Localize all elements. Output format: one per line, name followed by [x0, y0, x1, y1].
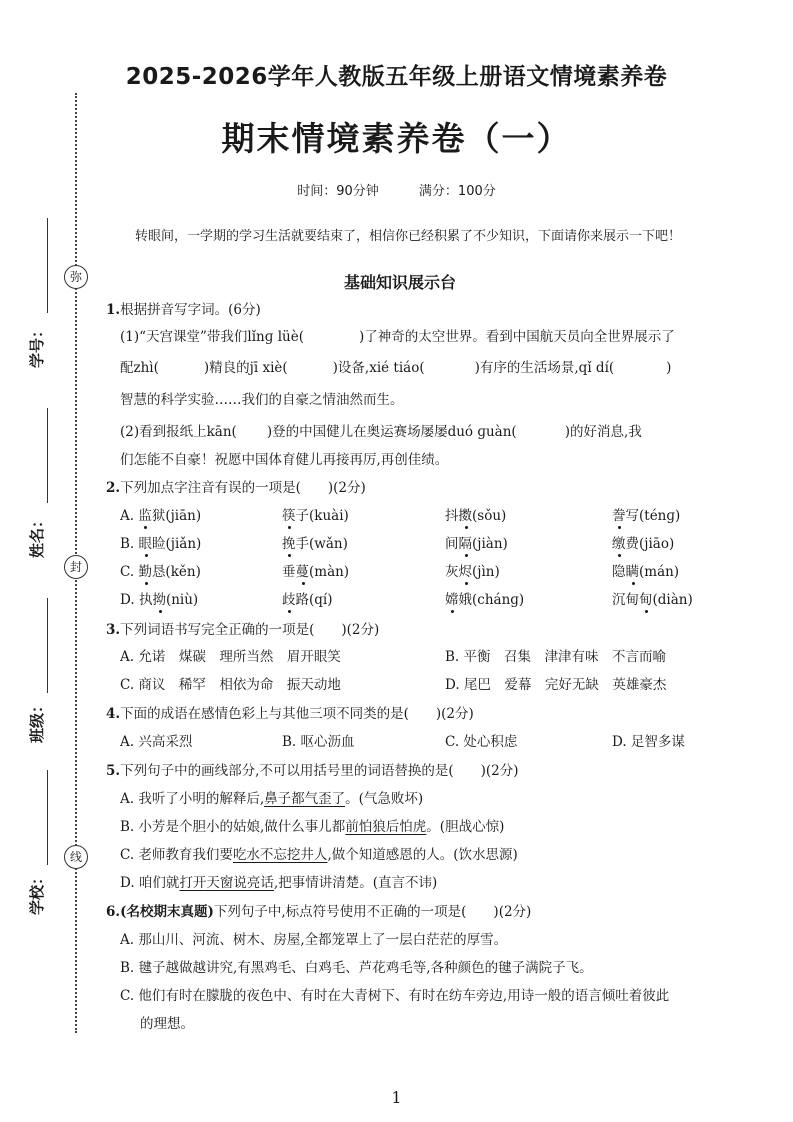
exam-title: 期末情境素养卷（一） [221, 119, 572, 158]
exam-score: 满分：100分 [418, 184, 496, 199]
question-1-line-3: 智慧的科学实验……我们的自豪之情油然而生。 [120, 392, 404, 408]
seal-circle-xian: 线 [64, 845, 88, 869]
seal-circle-feng: 封 [64, 555, 88, 579]
question-2-option-b-item: 挽手(wǎn) [282, 536, 348, 552]
dotted-character: 挽 [282, 536, 296, 552]
dotted-character: 嫦 [445, 592, 459, 608]
question-2-option-c-item: 隐瞒(mán) [612, 564, 680, 580]
question-2-option-a-item[interactable]: A. 监狱(jiān) [120, 508, 202, 524]
dotted-character: 监 [138, 508, 152, 524]
student-name-label: 姓名： [28, 512, 46, 558]
class-field[interactable] [25, 598, 65, 743]
question-5-option-d[interactable]: D. 咱们就打开天窗说亮话,把事情讲清楚。(直言不讳) [120, 875, 438, 891]
question-5-option-b[interactable]: B. 小芳是个胆小的姑娘,做什么事儿都前怕狼后怕虎。(胆战心惊) [120, 819, 505, 835]
question-4-option-a[interactable]: A. 兴高采烈 [120, 734, 193, 750]
dotted-character: 眼 [138, 536, 153, 552]
question-5-stem: 5.下列句子中的画线部分,不可以用括号里的词语替换的是( )(2分) [106, 763, 519, 779]
underlined-phrase: 打开天窗说亮话 [179, 875, 274, 891]
exam-info [0, 180, 793, 199]
question-1-line-1: (1)“天宫课堂”带我们lǐnɡ lüè( )了神奇的太空世界。看到中国航天员向全世界展示了 [120, 329, 675, 345]
question-2-option-d-item: 沉甸甸(diàn) [612, 592, 693, 608]
dotted-character: 擞 [458, 508, 472, 524]
dotted-character: 隔 [458, 536, 472, 552]
dotted-character: 拗 [152, 592, 166, 608]
dotted-character: 烬 [458, 564, 472, 580]
dotted-character: 缴 [612, 536, 626, 552]
question-1-line-5: 们怎能不自豪！祝愿中国体育健儿再接再厉,再创佳绩。 [120, 452, 449, 468]
question-1-line-2: 配zhì( )精良的jī xiè( )设备,xié tiáo( )有序的生活场景,qǐ dí( ) [120, 360, 672, 376]
question-3-option-d[interactable]: D. 尾巴 爱幕 完好无缺 英雄豪杰 [445, 677, 667, 693]
dotted-character: 勤 [138, 564, 152, 580]
underlined-phrase: 鼻子都气歪了 [264, 791, 346, 807]
question-3-option-b[interactable]: B. 平衡 召集 津津有味 不言而喻 [445, 649, 667, 665]
dotted-character: 筷 [282, 508, 296, 524]
question-2-option-c-item: 灰烬(jìn) [445, 564, 500, 580]
underlined-phrase: 前怕狼后怕虎 [345, 819, 427, 835]
question-5-option-c[interactable]: C. 老师教育我们要吃水不忘挖井人,做个知道感恩的人。(饮水思源) [120, 847, 518, 863]
question-2-option-d-item: 嫦娥(chánɡ) [445, 592, 525, 608]
student-name-field[interactable] [25, 408, 65, 558]
question-3-option-c[interactable]: C. 商议 稀罕 相依为命 振天动地 [120, 677, 341, 693]
question-3-stem: 3.下列词语书写完全正确的一项是( )(2分) [106, 622, 380, 638]
question-2-option-a-item: 抖擞(sǒu) [445, 508, 507, 524]
question-5-option-a[interactable]: A. 我听了小明的解释后,鼻子都气歪了。(气急败坏) [120, 791, 424, 807]
question-4-option-c[interactable]: C. 处心积虑 [445, 734, 518, 750]
question-2-option-a-item: 筷子(kuài) [282, 508, 349, 524]
question-6-tag: (名校期末真题) [120, 904, 214, 920]
intro-text: 转眼间，一学期的学习生活就要结束了，相信你已经积累了不少知识，下面请你来展示一下吧！ [135, 229, 682, 244]
question-6-option-b[interactable]: B. 毽子越做越讲究,有黑鸡毛、白鸡毛、芦花鸡毛等,各种颜色的毽子满院子飞。 [120, 960, 593, 976]
student-number-field[interactable] [25, 218, 65, 368]
dotted-character: 甸 [639, 592, 653, 608]
student-number-label: 学号： [28, 322, 46, 368]
question-2-option-b-item[interactable]: B. 眼睑(jiǎn) [120, 536, 202, 552]
dotted-character: 蔓 [295, 564, 309, 580]
dotted-character: 瞒 [625, 564, 639, 580]
question-2-stem: 2.下列加点字注音有误的一项是( )(2分) [106, 480, 366, 496]
question-3-option-a[interactable]: A. 允诺 煤碳 理所当然 眉开眼笑 [120, 649, 341, 665]
question-6-option-c-line-1[interactable]: C. 他们有时在朦胧的夜色中、有时在大青树下、有时在纺车旁边,用诗一般的语言倾吐着彼此 [120, 988, 670, 1004]
question-1-line-4: (2)看到报纸上kān( )登的中国健儿在奥运赛场屡屡duó ɡuàn( )的好消息,我 [120, 424, 642, 440]
section-title: 基础知识展示台 [343, 273, 456, 292]
underlined-phrase: 吃水不忘挖井人 [232, 847, 328, 863]
question-4-option-d[interactable]: D. 足智多谋 [612, 734, 685, 750]
question-2-option-b-item: 缴费(jiāo) [612, 536, 675, 552]
question-2-option-d-item[interactable]: D. 执拗(niù) [120, 592, 199, 608]
question-2-option-a-item: 誊写(ténɡ) [612, 508, 681, 524]
page-title: 2025-2026学年人教版五年级上册语文情境素养卷 [125, 64, 668, 90]
class-label: 班级： [28, 697, 46, 743]
question-2-option-c-item[interactable]: C. 勤恳(kěn) [120, 564, 201, 580]
school-label: 学校： [28, 869, 46, 915]
question-2-option-c-item: 垂蔓(màn) [282, 564, 350, 580]
dotted-character: 歧 [282, 592, 296, 608]
question-4-option-b[interactable]: B. 呕心沥血 [282, 734, 355, 750]
question-6-stem: 6.(名校期末真题)下列句子中,标点符号使用不正确的一项是( )(2分) [106, 904, 532, 920]
dotted-character: 誊 [612, 508, 626, 524]
question-2-option-d-item: 歧路(qí) [282, 592, 333, 608]
page-number: 1 [391, 1088, 402, 1107]
question-1-stem: 1.根据拼音写字词。(6分) [106, 302, 261, 318]
question-6-option-c-line-2: 的理想。 [140, 1016, 194, 1032]
question-4-stem: 4.下面的成语在感情色彩上与其他三项不同类的是( )(2分) [106, 706, 474, 722]
seal-circle-mi: 弥 [64, 265, 88, 289]
school-field[interactable] [25, 770, 65, 915]
exam-time: 时间：90分钟 [297, 184, 379, 199]
question-2-option-b-item: 间隔(jiàn) [445, 536, 508, 552]
question-6-option-a[interactable]: A. 那山川、河流、树木、房屋,全都笼罩上了一层白茫茫的厚雪。 [120, 932, 508, 948]
